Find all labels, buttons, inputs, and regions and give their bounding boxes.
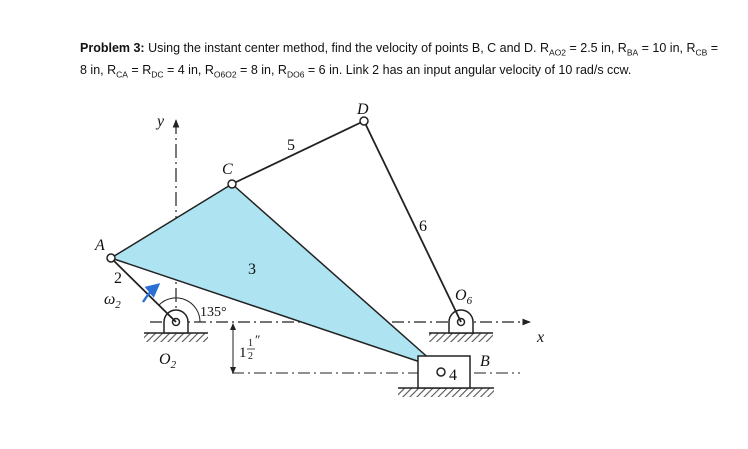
- link-5: [232, 121, 364, 184]
- offset-whole: 1: [239, 345, 247, 361]
- label-o2: $O_2$: [159, 351, 177, 371]
- label-o2-sub: 2: [170, 359, 177, 371]
- label-o6: $O_6$: [455, 287, 473, 307]
- problem-text-segment: = 8 in, R: [80, 41, 719, 77]
- problem-subscript: CA: [116, 69, 128, 79]
- problem-text-segment: Problem 3:: [80, 41, 145, 55]
- label-point-b: B: [480, 353, 490, 370]
- problem-text-segment: = 6 in. Link 2 has an input angular velocity of 10 rad/s ccw.: [304, 62, 632, 77]
- label-link-3: 3: [248, 261, 256, 278]
- label-link-6: 6: [419, 218, 427, 235]
- problem-subscript: CB: [695, 47, 708, 58]
- offset-numerator: 1: [248, 338, 253, 349]
- offset-dim-arrow-top: [230, 323, 236, 330]
- problem-text-segment: Using the instant center method, find the velocity of points B, C and D. R: [144, 41, 549, 55]
- offset-denominator: 2: [248, 351, 253, 362]
- problem-text-segment: = 10 in, R: [638, 41, 696, 55]
- label-omega-sub: 2: [115, 299, 121, 311]
- ground-hatch-o6: [429, 333, 493, 342]
- label-link-2: 2: [114, 270, 122, 287]
- problem-subscript: AO2: [549, 47, 567, 58]
- label-point-a: A: [95, 237, 105, 254]
- omega-arrow: [143, 285, 158, 302]
- ground-hatch-slider: [398, 388, 494, 397]
- link-6: [364, 121, 461, 322]
- label-x-axis: x: [537, 329, 545, 346]
- problem-text-segment: = 8 in, R: [236, 62, 287, 77]
- label-point-d: D: [357, 101, 369, 118]
- problem-subscript: DC: [151, 69, 164, 79]
- problem-subscript: BA: [626, 47, 639, 58]
- label-angle: 135°: [200, 305, 227, 320]
- problem-text-segment: = 2.5 in, R: [566, 41, 627, 55]
- joint-d: [360, 117, 368, 125]
- ground-hatch-o2: [144, 333, 208, 342]
- label-y-axis: y: [157, 113, 165, 130]
- label-link-5: 5: [287, 137, 295, 154]
- label-omega: $\omega_2$: [104, 291, 121, 311]
- problem-subscript: DO6: [286, 69, 305, 79]
- label-o6-sub: 6: [466, 295, 473, 307]
- problem-text-segment: = R: [127, 62, 152, 77]
- label-link-4: 4: [449, 367, 457, 384]
- problem-subscript: O6O2: [213, 69, 237, 79]
- offset-unit: ″: [255, 332, 261, 347]
- joint-a: [107, 254, 115, 262]
- joint-c: [228, 180, 236, 188]
- problem-text-segment: = 4 in, R: [163, 62, 214, 77]
- joint-b: [437, 368, 445, 376]
- label-point-c: C: [222, 161, 233, 178]
